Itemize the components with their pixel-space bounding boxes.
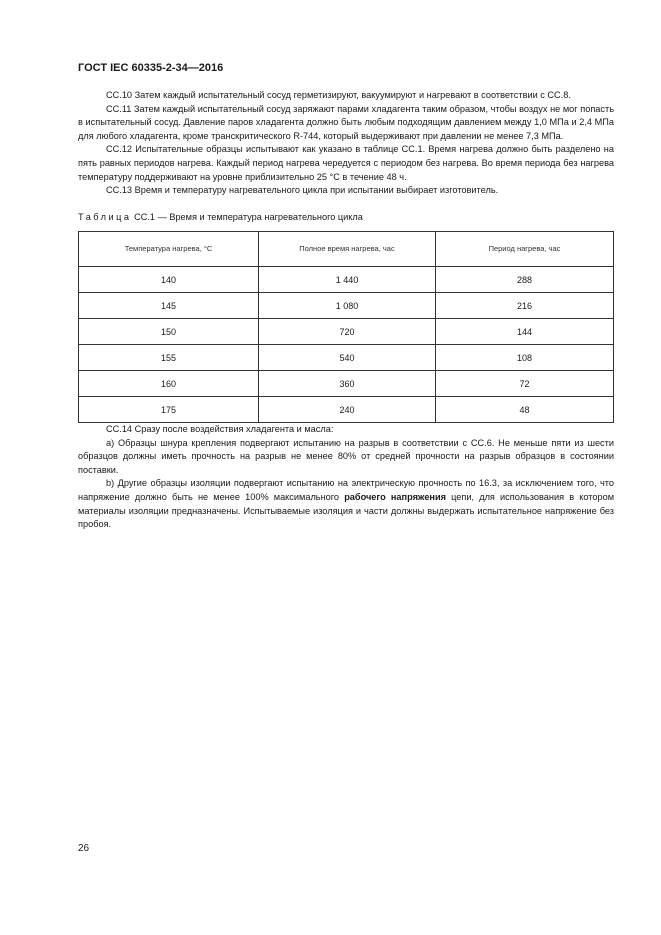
table-cell: 144 (436, 319, 614, 345)
caption-label: Таблица (78, 212, 132, 222)
section-text (78, 89, 614, 198)
header-cell: Температура нагрева, °C (79, 232, 259, 267)
table-cell: 175 (79, 397, 259, 423)
paragraph: CC.10 Затем каждый испытательный сосуд герметизируют, вакуумируют и нагревают в соответствии с CC.8. (106, 90, 571, 100)
table-cell: 216 (436, 293, 614, 319)
table-cell: 145 (79, 293, 259, 319)
table-row (79, 371, 614, 397)
table-cell: 150 (79, 319, 259, 345)
paragraph: CC.13 Время и температуру нагревательного цикла при испытании выбирает изготовитель. (106, 185, 499, 196)
page-number: 26 (78, 843, 90, 854)
section-text-2 (78, 423, 614, 532)
table-cell: 108 (436, 345, 614, 371)
header-cell: Полное время нагрева, час (259, 232, 436, 267)
document-header: ГОСТ IEC 60335-2-34—2016 (78, 62, 224, 74)
table-cell: 140 (79, 267, 259, 293)
paragraph: a) Образцы шнура крепления подвергают испытанию на разрыв в соответствии с CC.6. Не меньше пяти из шести образцов должны иметь прочность на разрыв не менее 80% от средней прочности на разрыв образцов в состоянии поставки. (78, 437, 614, 475)
table-cell: 240 (259, 397, 436, 423)
table-row (79, 293, 614, 319)
table-row (79, 345, 614, 371)
bold-term: рабочего напряжения (344, 491, 446, 502)
heating-cycle-table (78, 231, 614, 423)
header-cell: Период нагрева, час (436, 232, 614, 267)
table-cell: 540 (259, 345, 436, 371)
table-row (79, 267, 614, 293)
table-cell: 720 (259, 319, 436, 345)
table-cell: 48 (436, 397, 614, 423)
paragraph: CC.11 Затем каждый испытательный сосуд заряжают парами хладагента таким образом, чтобы воздух не мог попасть в испытательный сосуд. Давление паров хладагента должно быть любым подходящим давлением между 1,0 МПа и 2,4 МПа для любого хладагента, кроме транскритического R-744, который выдерживают при давлении не менее 7,3 МПа. (78, 103, 614, 141)
table-cell: 1 080 (259, 293, 436, 319)
table-row (79, 319, 614, 345)
caption-text: CC.1 — Время и температура нагревательного цикла (134, 212, 363, 222)
table-cell: 160 (79, 371, 259, 397)
table-row (79, 397, 614, 423)
paragraph: CC.14 Сразу после воздействия хладагента и масла: (106, 424, 334, 434)
paragraph (78, 477, 614, 531)
table-caption (78, 212, 363, 222)
table-cell: 1 440 (259, 267, 436, 293)
table-cell: 155 (79, 345, 259, 371)
table-cell: 72 (436, 371, 614, 397)
paragraph: CC.12 Испытательные образцы испытывают как указано в таблице CC.1. Время нагрева должно быть разделено на пять равных периодов нагрева. Каждый период нагрева чередуется с периодом без нагрева. Во время периода без нагрева температуру поддерживают на уровне приблизительно 25 °C в течение 48 ч. (78, 144, 614, 182)
table-cell: 360 (259, 371, 436, 397)
text: b) Другие образцы изоляции подвергают испытанию на электрическую прочность по 16.3, за исключением того, что напряжение должно быть не менее 100% максимального (78, 478, 614, 502)
table-header-row (79, 232, 614, 267)
text: цепи, для использования в котором материалы изоляции предназначены. Испытываемые изоляция и части должны выдержать испытательное напряжение без пробоя. (78, 491, 615, 530)
table-cell: 288 (436, 267, 614, 293)
